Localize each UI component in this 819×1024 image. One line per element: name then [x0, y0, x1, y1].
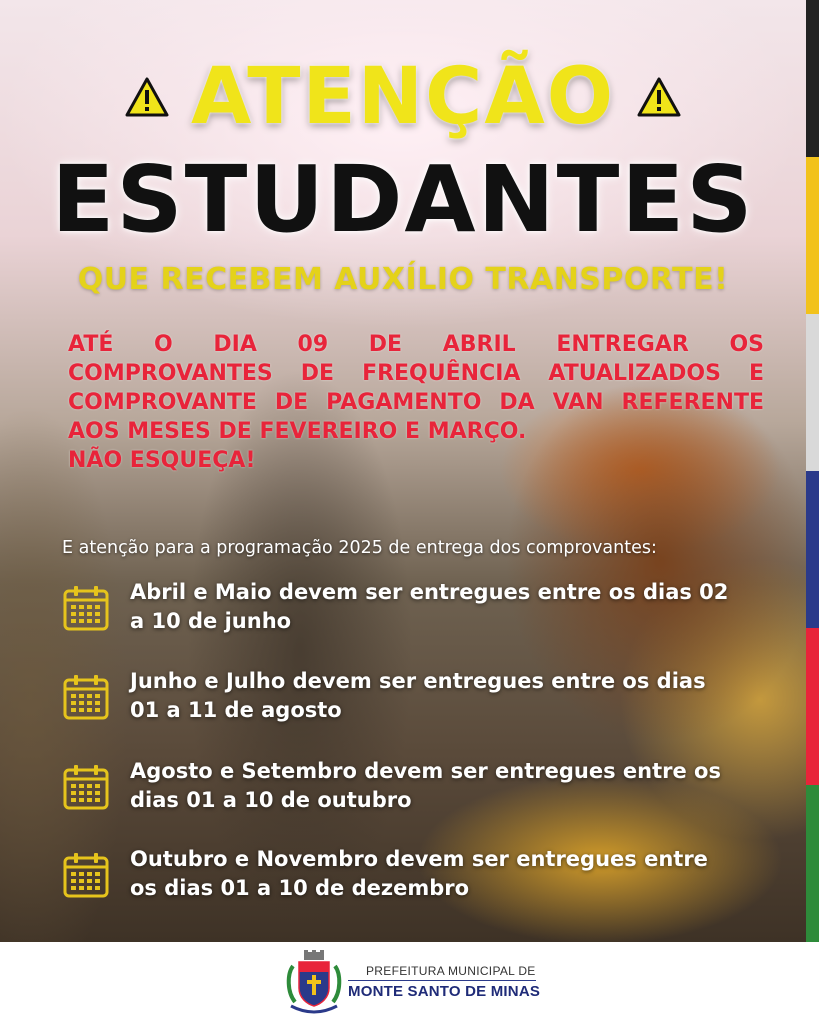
notice-line: AOS MESES DE FEVEREIRO E MARÇO. — [68, 419, 527, 444]
notice-line: COMPROVANTE DE PAGAMENTO DA VAN REFERENTE — [68, 390, 764, 415]
schedule-item-line: Abril e Maio devem ser entregues entre os dias 02 — [130, 580, 729, 604]
calendar-icon — [62, 763, 110, 811]
schedule-item — [62, 757, 762, 817]
schedule-item-text — [130, 757, 758, 815]
color-stripe-bar — [806, 0, 819, 942]
notice-line: COMPROVANTES DE FREQUÊNCIA ATUALIZADOS E — [68, 361, 764, 386]
schedule-item-line: os dias 01 a 10 de dezembro — [130, 876, 470, 900]
municipal-crest-icon — [285, 948, 343, 1018]
schedule-item — [62, 578, 762, 638]
schedule-item-line: a 10 de junho — [130, 609, 292, 633]
schedule-item-text — [130, 845, 758, 903]
deadline-notice — [68, 330, 764, 475]
warning-triangle-icon — [125, 77, 169, 117]
footer — [0, 942, 819, 1024]
schedule-item — [62, 667, 762, 727]
stripe-green — [806, 785, 819, 942]
schedule-item-line: Outubro e Novembro devem ser entregues entre — [130, 847, 708, 871]
schedule-item-text — [130, 578, 758, 636]
warning-triangle-icon — [637, 77, 681, 117]
notice-line: NÃO ESQUEÇA! — [68, 448, 256, 473]
schedule-intro: E atenção para a programação 2025 de entrega dos comprovantes: — [62, 538, 657, 558]
stripe-gray — [806, 314, 819, 471]
stripe-blue — [806, 471, 819, 628]
footer-divider — [348, 980, 536, 981]
stripe-yellow — [806, 157, 819, 314]
stripe-black — [806, 0, 819, 157]
schedule-item-line: Agosto e Setembro devem ser entregues entre os — [130, 759, 721, 783]
title-attention: ATENÇÃO — [191, 52, 615, 142]
notice-line: ATÉ O DIA 09 DE ABRIL ENTREGAR OS — [68, 332, 764, 357]
schedule-item-line: Junho e Julho devem ser entregues entre os dias — [130, 669, 706, 693]
stripe-red — [806, 628, 819, 785]
subtitle: QUE RECEBEM AUXÍLIO TRANSPORTE! — [77, 262, 729, 297]
calendar-icon — [62, 584, 110, 632]
calendar-icon — [62, 851, 110, 899]
footer-city-name: MONTE SANTO DE MINAS — [348, 983, 541, 1000]
footer-prefeitura-label: PREFEITURA MUNICIPAL DE — [366, 964, 536, 978]
schedule-item-text — [130, 667, 758, 725]
title-attention-row — [0, 52, 806, 142]
schedule-item-line: dias 01 a 10 de outubro — [130, 788, 412, 812]
calendar-icon — [62, 673, 110, 721]
title-students: ESTUDANTES — [51, 146, 755, 253]
schedule-item-line: 01 a 11 de agosto — [130, 698, 342, 722]
schedule-item — [62, 845, 762, 905]
